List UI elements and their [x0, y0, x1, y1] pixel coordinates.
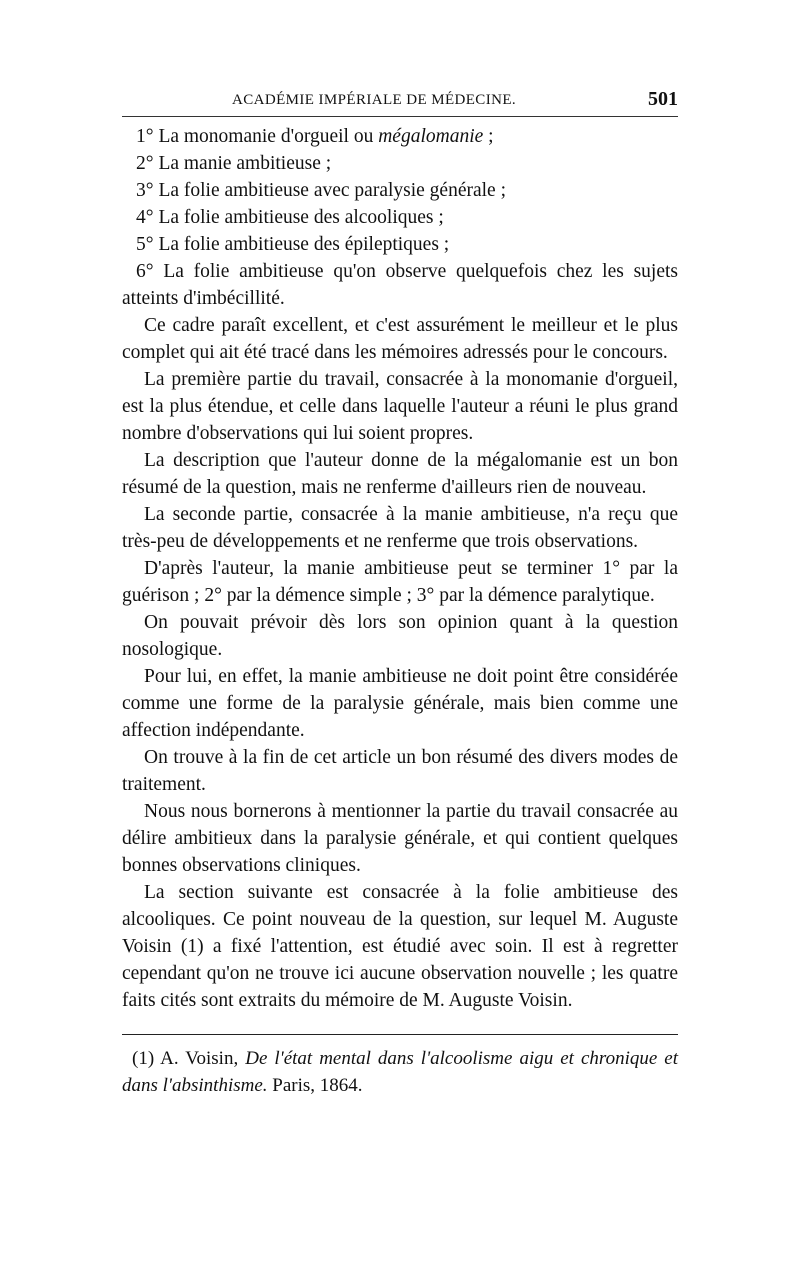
page-number: 501 — [648, 88, 678, 110]
running-head: ACADÉMIE IMPÉRIALE DE MÉDECINE. — [232, 92, 517, 108]
paragraph: On trouve à la fin de cet article un bon résumé des divers modes de traitement. — [122, 747, 678, 795]
list-item: 3° La folie ambitieuse avec paralysie générale ; — [136, 180, 507, 201]
book-page — [122, 86, 678, 1099]
paragraph: D'après l'auteur, la manie ambitieuse peut se terminer 1° par la guérison ; 2° par la démence simple ; 3° par la démence paralytique. — [122, 558, 678, 606]
footnote: (1) A. Voisin, De l'état mental dans l'alcoolisme aigu et chronique et dans l'absinthisme. Paris, 1864. — [122, 1048, 678, 1096]
paragraph: Nous nous bornerons à mentionner la partie du travail consacrée au délire ambitieux dans la paralysie générale, et qui contient quelques bonnes observations cliniques. — [122, 801, 678, 876]
paragraph: La seconde partie, consacrée à la manie ambitieuse, n'a reçu que très-peu de développements et ne renferme que trois observations. — [122, 504, 678, 552]
page-header — [122, 86, 678, 117]
footnote-rule — [122, 1034, 678, 1035]
paragraph: On pouvait prévoir dès lors son opinion quant à la question nosologique. — [122, 612, 678, 660]
list-item: 2° La manie ambitieuse ; — [136, 153, 332, 174]
paragraph: La description que l'auteur donne de la mégalomanie est un bon résumé de la question, mais ne renferme d'ailleurs rien de nouveau. — [122, 450, 678, 498]
paragraph: La section suivante est consacrée à la folie ambitieuse des alcooliques. Ce point nouveau de la question, sur lequel M. Auguste Voisin (1) a fixé l'attention, est étudié avec soin. Il est à regretter cependant qu'on ne trouve ici aucune observation nouvelle ; les quatre faits cités sont extraits du mémoire de M. Auguste Voisin. — [122, 882, 678, 1011]
paragraph: La première partie du travail, consacrée à la monomanie d'orgueil, est la plus étendue, et celle dans laquelle l'auteur a réuni le plus grand nombre d'observations qui lui soient propres. — [122, 369, 678, 444]
list-item: 4° La folie ambitieuse des alcooliques ; — [136, 207, 444, 228]
list-item: 6° La folie ambitieuse qu'on observe quelquefois chez les sujets atteints d'imbécillité. — [122, 261, 679, 309]
list-item: 5° La folie ambitieuse des épileptiques ; — [136, 234, 450, 255]
list-item: 1° La monomanie d'orgueil ou mégalomanie ; — [136, 126, 494, 147]
paragraph: Pour lui, en effet, la manie ambitieuse ne doit point être considérée comme une forme de la paralysie générale, mais bien comme une affection indépendante. — [122, 666, 678, 741]
paragraph: Ce cadre paraît excellent, et c'est assurément le meilleur et le plus complet qui ait été tracé dans les mémoires adressés pour le concours. — [122, 315, 678, 363]
